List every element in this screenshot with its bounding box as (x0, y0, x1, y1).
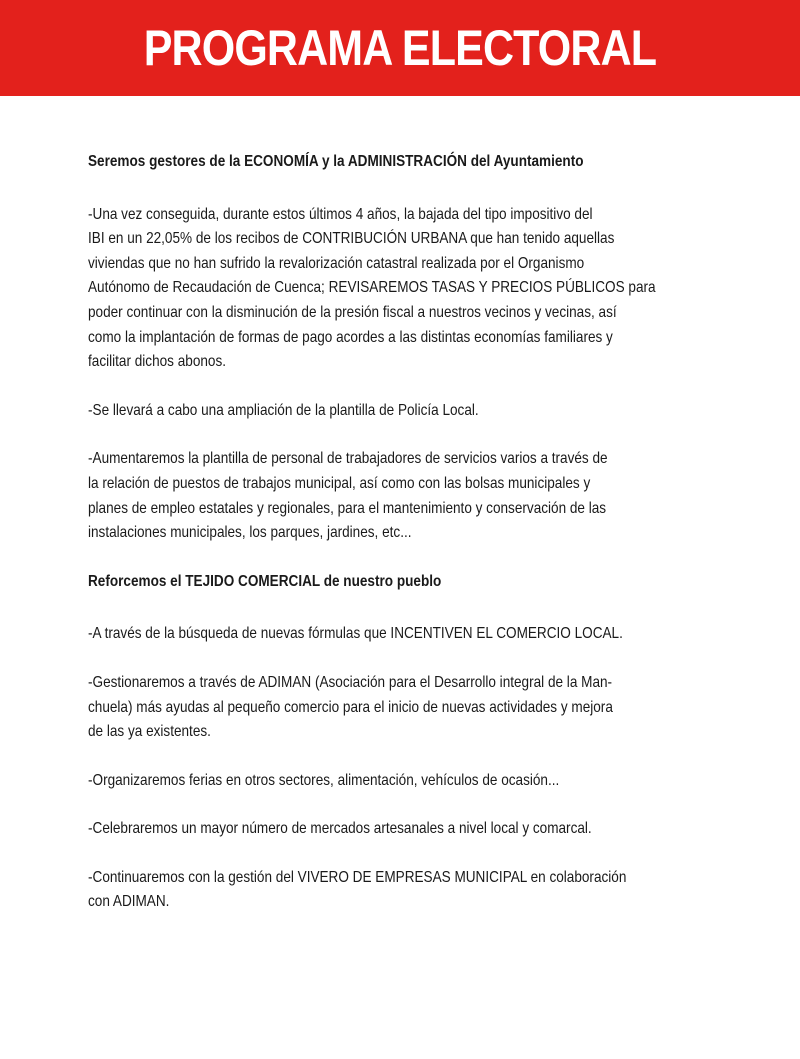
document-body (88, 150, 714, 915)
header-banner (0, 0, 800, 96)
paragraph-policia: -Se llevará a cabo una ampliación de la plantilla de Policía Local. (88, 401, 479, 419)
paragraph-ibi: -Una vez conseguida, durante estos últimos 4 años, la bajada del tipo impositivo del IBI en un 22,05% de los recibos de CONTRIBUCIÓN URBANA que han tenido aquellas viviendas que no han sufrido la revalorización catastral realizada por el Organismo Autónomo de Recaudación de Cuenca; REVISAREMOS TASAS Y PRECIOS PÚBLICOS para poder continuar con la disminución de la presión fiscal a nuestros vecinos y vecinas, así como la implantación de formas de pago acordes a las distintas economías familiares y facilitar dichos abonos. (88, 205, 656, 371)
paragraph-plantilla: -Aumentaremos la plantilla de personal de trabajadores de servicios varios a través de la relación de puestos de trabajos municipal, así como con las bolsas municipales y planes de empleo estatales y regionales, para el mantenimiento y conservación de las instalaciones municipales, los parques, jardines, etc... (88, 450, 608, 542)
paragraph-incentivos: -A través de la búsqueda de nuevas fórmulas que INCENTIVEN EL COMERCIO LOCAL. (88, 625, 623, 643)
paragraph-adiman: -Gestionaremos a través de ADIMAN (Asociación para el Desarrollo integral de la Man- chuela) más ayudas al pequeño comercio para el inicio de nuevas actividades y mejora de las ya existentes. (88, 673, 613, 741)
paragraph-mercados: -Celebraremos un mayor número de mercados artesanales a nivel local y comarcal. (88, 820, 592, 838)
section-heading-economia: Seremos gestores de la ECONOMÍA y la ADMINISTRACIÓN del Ayuntamiento (88, 153, 584, 170)
paragraph-vivero: -Continuaremos con la gestión del VIVERO DE EMPRESAS MUNICIPAL en colaboración con ADIMAN. (88, 868, 627, 911)
section-heading-comercio: Reforcemos el TEJIDO COMERCIAL de nuestro pueblo (88, 572, 442, 590)
page-title: PROGRAMA ELECTORAL (143, 20, 657, 76)
paragraph-ferias: -Organizaremos ferias en otros sectores, alimentación, vehículos de ocasión... (88, 771, 560, 789)
